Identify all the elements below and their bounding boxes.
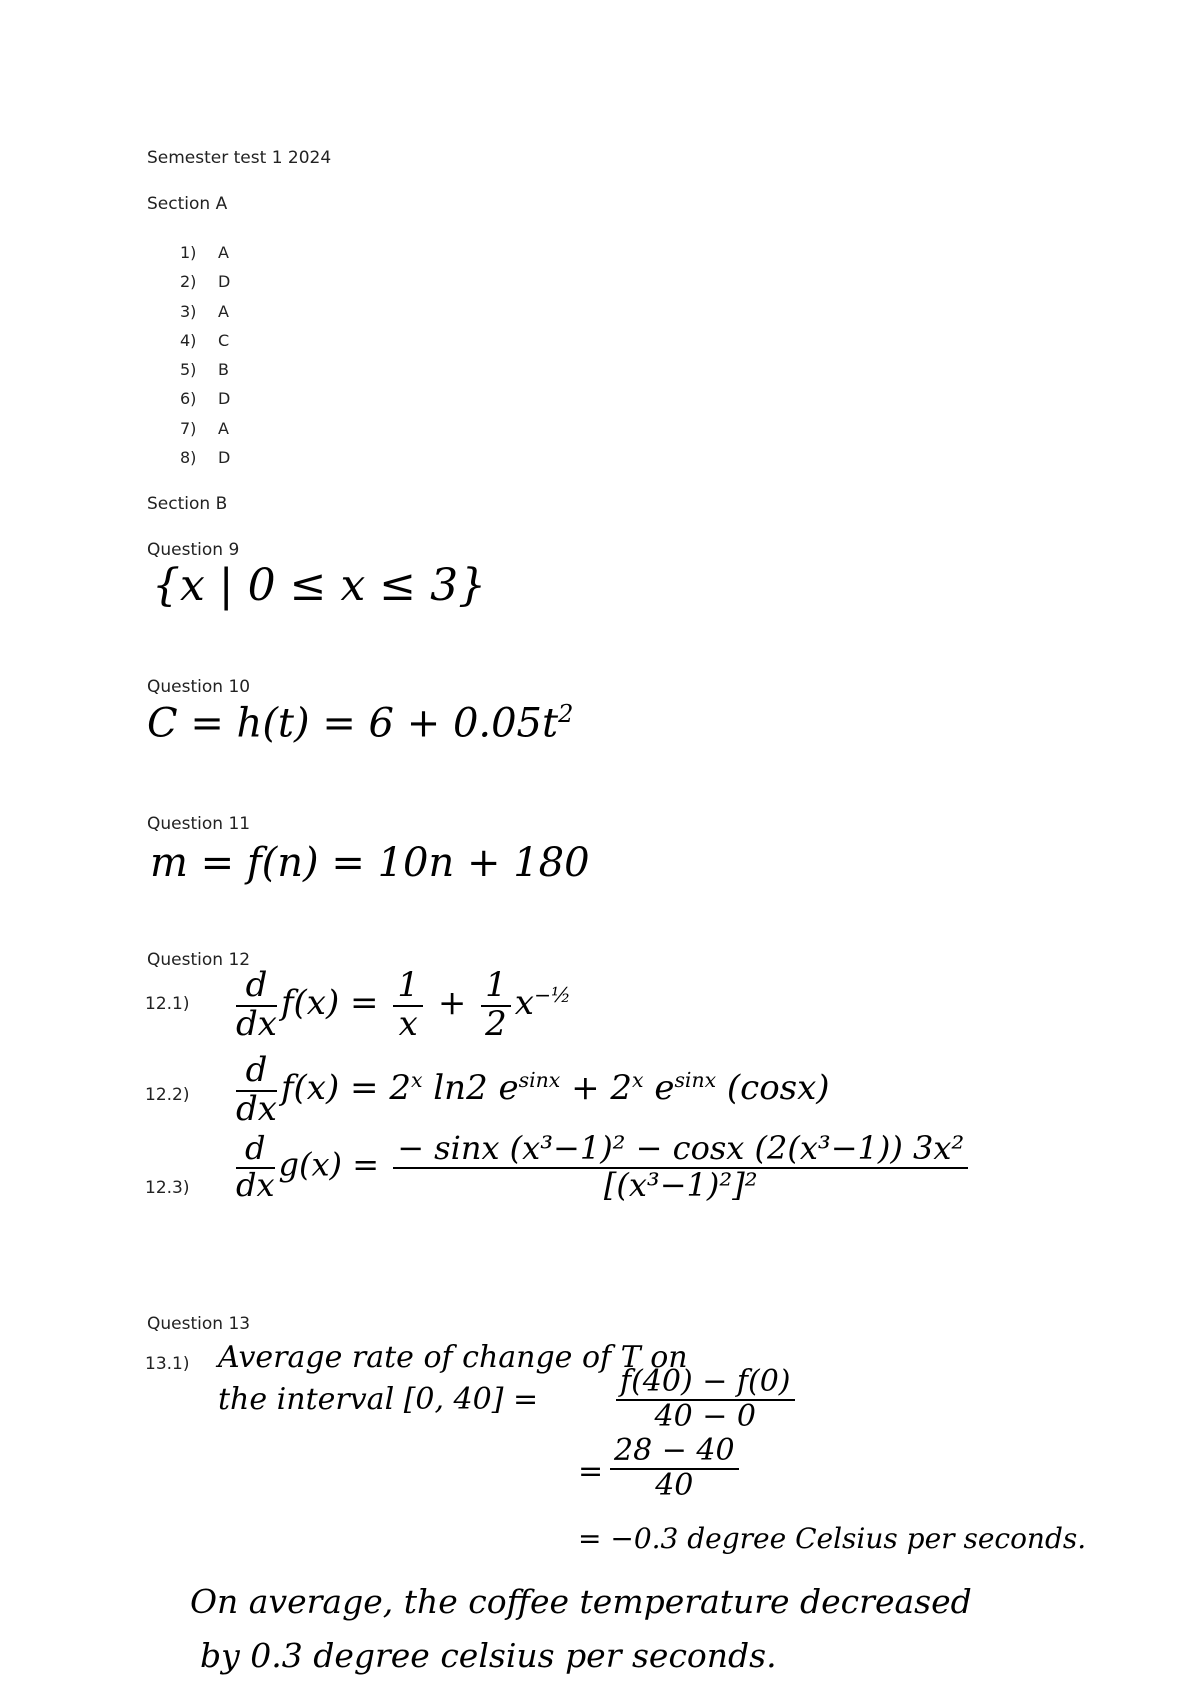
question-10-answer: $C = h(t) = 6 + 0.05t^2$ [147,700,574,747]
question-9-answer: {x | 0 ≤ x ≤ 3} [152,560,487,611]
fraction: $\frac{1}{2}$ [481,968,511,1042]
part-13-1-equals: = [578,1454,604,1489]
conclusion-line-1: On average, the coffee temperature decreased [190,1582,972,1621]
conclusion-line-2: by 0.3 degree celsius per seconds. [200,1636,777,1675]
part-12-2-label: 12.2) [145,1085,190,1105]
question-10-label: Question 10 [147,677,251,697]
part-13-1-line1: Average rate of change of T on [218,1340,688,1375]
derivative-operator: $\frac{d}{dx}$ [236,965,277,1044]
part-12-1-answer: $\frac{d}{dx}$ f(x) = $\frac{1}{x}$ + $\frac{1}{2}$ $x^{-\frac{1}{2}}$ [236,965,571,1044]
answer-item: 1) A [180,243,229,262]
question-11-answer: m = f(n) = 10n + 180 [150,840,590,886]
question-9-label: Question 9 [147,540,240,560]
answer-item: 5) B [180,360,229,380]
fraction: $\frac{28 - 40}{40}$ [610,1435,739,1501]
part-13-1-formula [612,1366,799,1432]
answer-item: 4) C [180,330,230,350]
document-title: Semester test 1 2024 [147,148,332,168]
fraction: $\frac{1}{x}$ [393,968,423,1042]
question-12-label: Question 12 [147,950,251,970]
part-12-2-answer: $\frac{d}{dx}$ f(x) = 2$^x$ ln2 $e^{sinx} + 2^x$ $e^{sinx}$ (cosx) [236,1050,830,1129]
answer-item: 7) A [180,418,229,438]
part-13-1-label: 13.1) [145,1354,190,1374]
part-13-1-line2: the interval [0, 40] = [218,1382,539,1417]
section-b-heading: Section B [147,494,228,514]
part-13-1-values [606,1435,743,1501]
derivative-operator: $\frac{d}{dx}$ [236,1050,277,1129]
part-13-1-result: = −0.3 degree Celsius per seconds. [578,1522,1087,1555]
part-12-3-label: 12.3) [145,1178,190,1198]
derivative-operator: $\frac{d}{dx}$ [236,1129,275,1204]
section-a-heading: Section A [147,194,228,214]
answer-item: 3) A [180,301,229,321]
section-a-answers [180,238,230,472]
fraction: $\frac{f(40) - f(0)}{40 - 0}$ [616,1366,795,1432]
part-12-1-label: 12.1) [145,994,190,1014]
answer-item: 2) D [180,272,231,292]
quotient-fraction: $\frac{\text{− sinx (x³−1)² − cosx (2(x³−1)) 3x²}}{\text{[(x³−1)²]²}}$ [393,1132,968,1202]
answer-item: 6) D [180,389,231,409]
answer-item: 8) D [180,448,231,468]
question-11-label: Question 11 [147,814,251,834]
question-13-label: Question 13 [147,1314,251,1334]
part-12-3-answer: $\frac{d}{dx}$ g(x) = $\frac{\text{− sinx (x³−1)² − cosx (2(x³−1)) 3x²}}{\text{[(x³−1)²]²}}$ [232,1132,972,1202]
